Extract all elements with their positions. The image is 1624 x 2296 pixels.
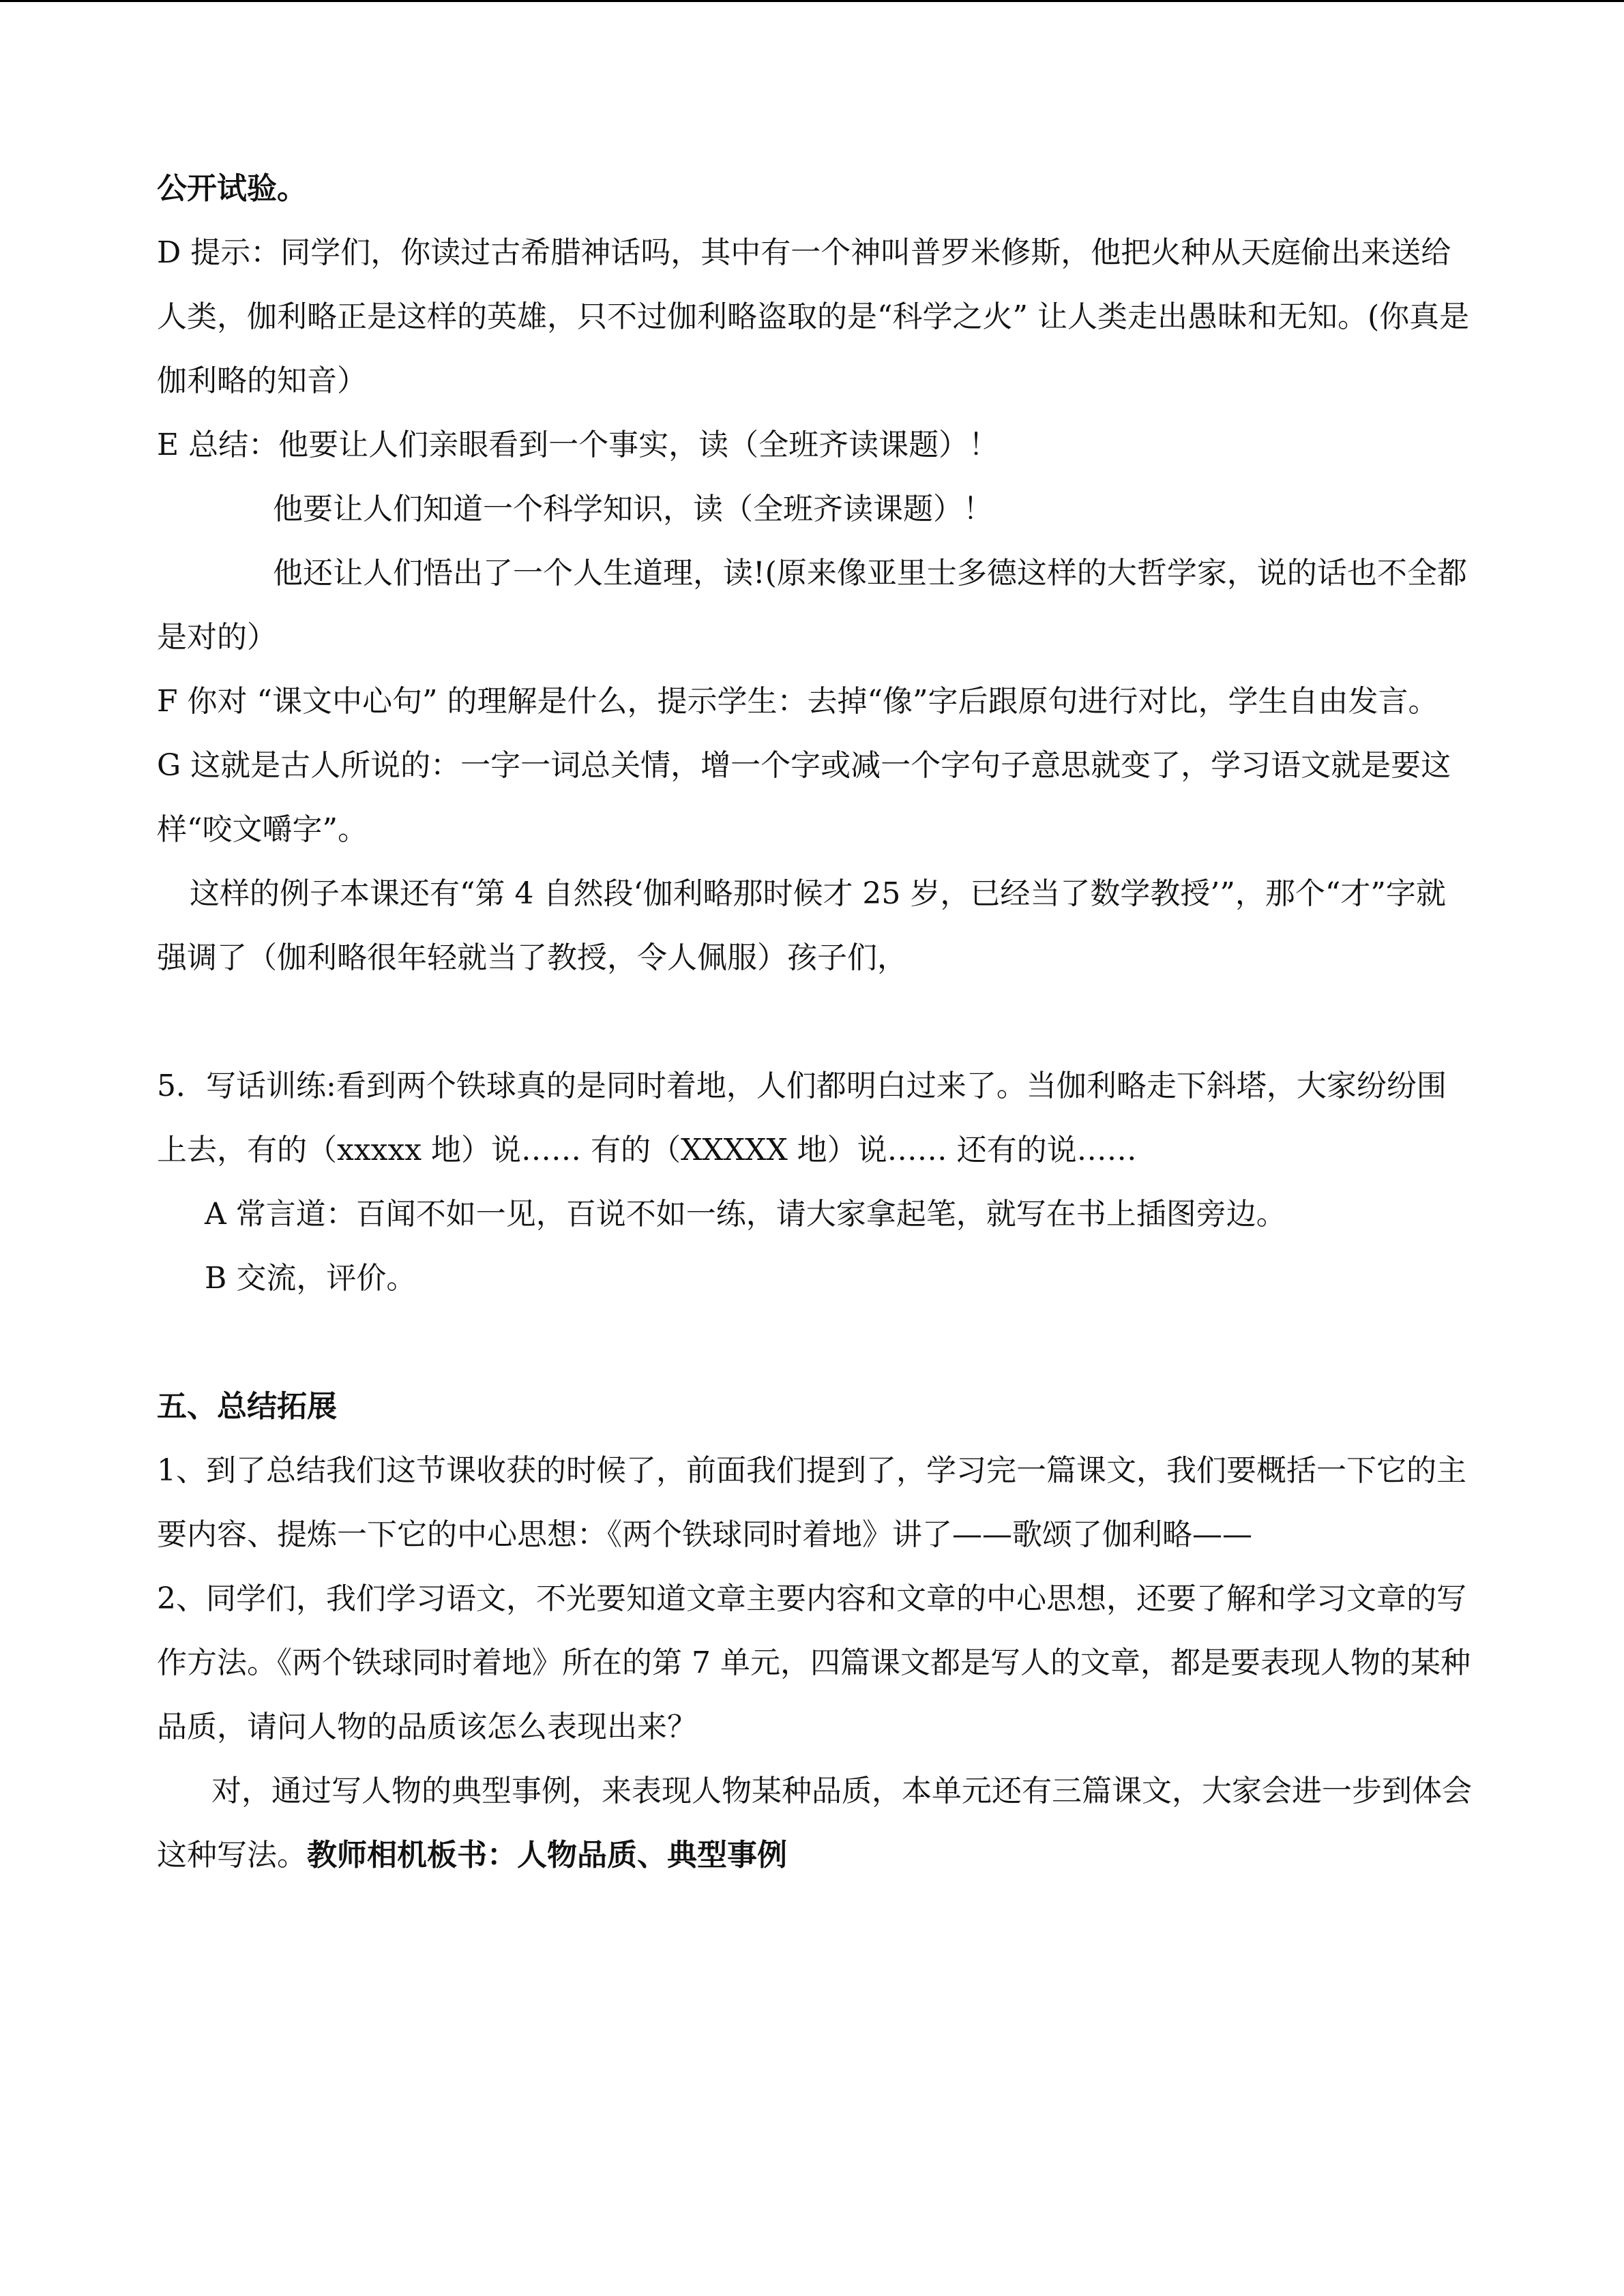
document-page	[157, 157, 1473, 1888]
paragraph-e-line-2: 他要让人们知道一个科学知识，读（全班齐读课题）！	[273, 492, 993, 526]
spacer	[157, 1311, 1473, 1375]
paragraph-e-summary: E 总结：他要让人们亲眼看到一个事实，读（全班齐读课题）！	[157, 428, 999, 462]
section-heading-summary: 五、总结拓展	[157, 1389, 337, 1424]
heading-public-experiment: 公开试验。	[157, 171, 307, 206]
board-writing: 教师相机板书：人物品质、典型事例	[307, 1838, 787, 1873]
paragraph-summary-3-text: 对，通过写人物的典型事例，来表现人物某种品质，本单元还有三篇课文，大家会进一步到体会这种写法。	[157, 1774, 1472, 1873]
paragraph-e-line-3	[157, 541, 1473, 670]
paragraph-g: G 这就是古人所说的：一字一词总关情，增一个字或减一个字句子意思就变了，学习语文就是要这样“咬文嚼字”。	[157, 748, 1451, 847]
paragraph-summary-3	[157, 1759, 1473, 1888]
paragraph-writing-training: 5．写话训练:看到两个铁球真的是同时着地，人们都明白过来了。当伽利略走下斜塔，大家纷纷围上去，有的（xxxxx 地）说…… 有的（XXXXX 地）说…… 还有的说……	[157, 1069, 1447, 1167]
paragraph-writing-a: A 常言道：百闻不如一见，百说不如一练，请大家拿起笔，就写在书上插图旁边。	[205, 1197, 1286, 1232]
paragraph-summary-2: 2、同学们，我们学习语文，不光要知道文章主要内容和文章的中心思想，还要了解和学习文章的写作方法。《两个铁球同时着地》所在的第 7 单元，四篇课文都是写人的文章，都是要表现人物的某种品质，请问人物的品质该怎么表现出来？	[157, 1581, 1471, 1744]
paragraph-writing-b: B 交流，评价。	[205, 1261, 417, 1296]
paragraph-example	[157, 862, 1473, 990]
paragraph-e-line-3-text: 他还让人们悟出了一个人生道理，读!(原来像亚里士多德这样的大哲学家，说的话也不全都是对的）	[157, 556, 1467, 655]
paragraph-example-text: 这样的例子本课还有“第 4 自然段‘伽利略那时候才 25 岁，已经当了数学教授’”，那个“才”字就强调了（伽利略很年轻就当了教授，令人佩服）孩子们，	[157, 876, 1446, 975]
page-top-border	[0, 0, 1624, 2]
paragraph-f: F 你对 “课文中心句” 的理解是什么，提示学生：去掉“像”字后跟原句进行对比，学生自由发言。	[157, 684, 1438, 719]
spacer	[157, 990, 1473, 1054]
paragraph-summary-1: 1、到了总结我们这节课收获的时候了，前面我们提到了，学习完一篇课文，我们要概括一下它的主要内容、提炼一下它的中心思想：《两个铁球同时着地》讲了——歌颂了伽利略——	[157, 1453, 1466, 1552]
paragraph-d-prompt: D 提示：同学们，你读过古希腊神话吗，其中有一个神叫普罗米修斯，他把火种从天庭偷出来送给人类，伽利略正是这样的英雄，只不过伽利略盗取的是“科学之火” 让人类走出愚昧和无知。(你真是伽利略的知音）	[157, 235, 1470, 398]
